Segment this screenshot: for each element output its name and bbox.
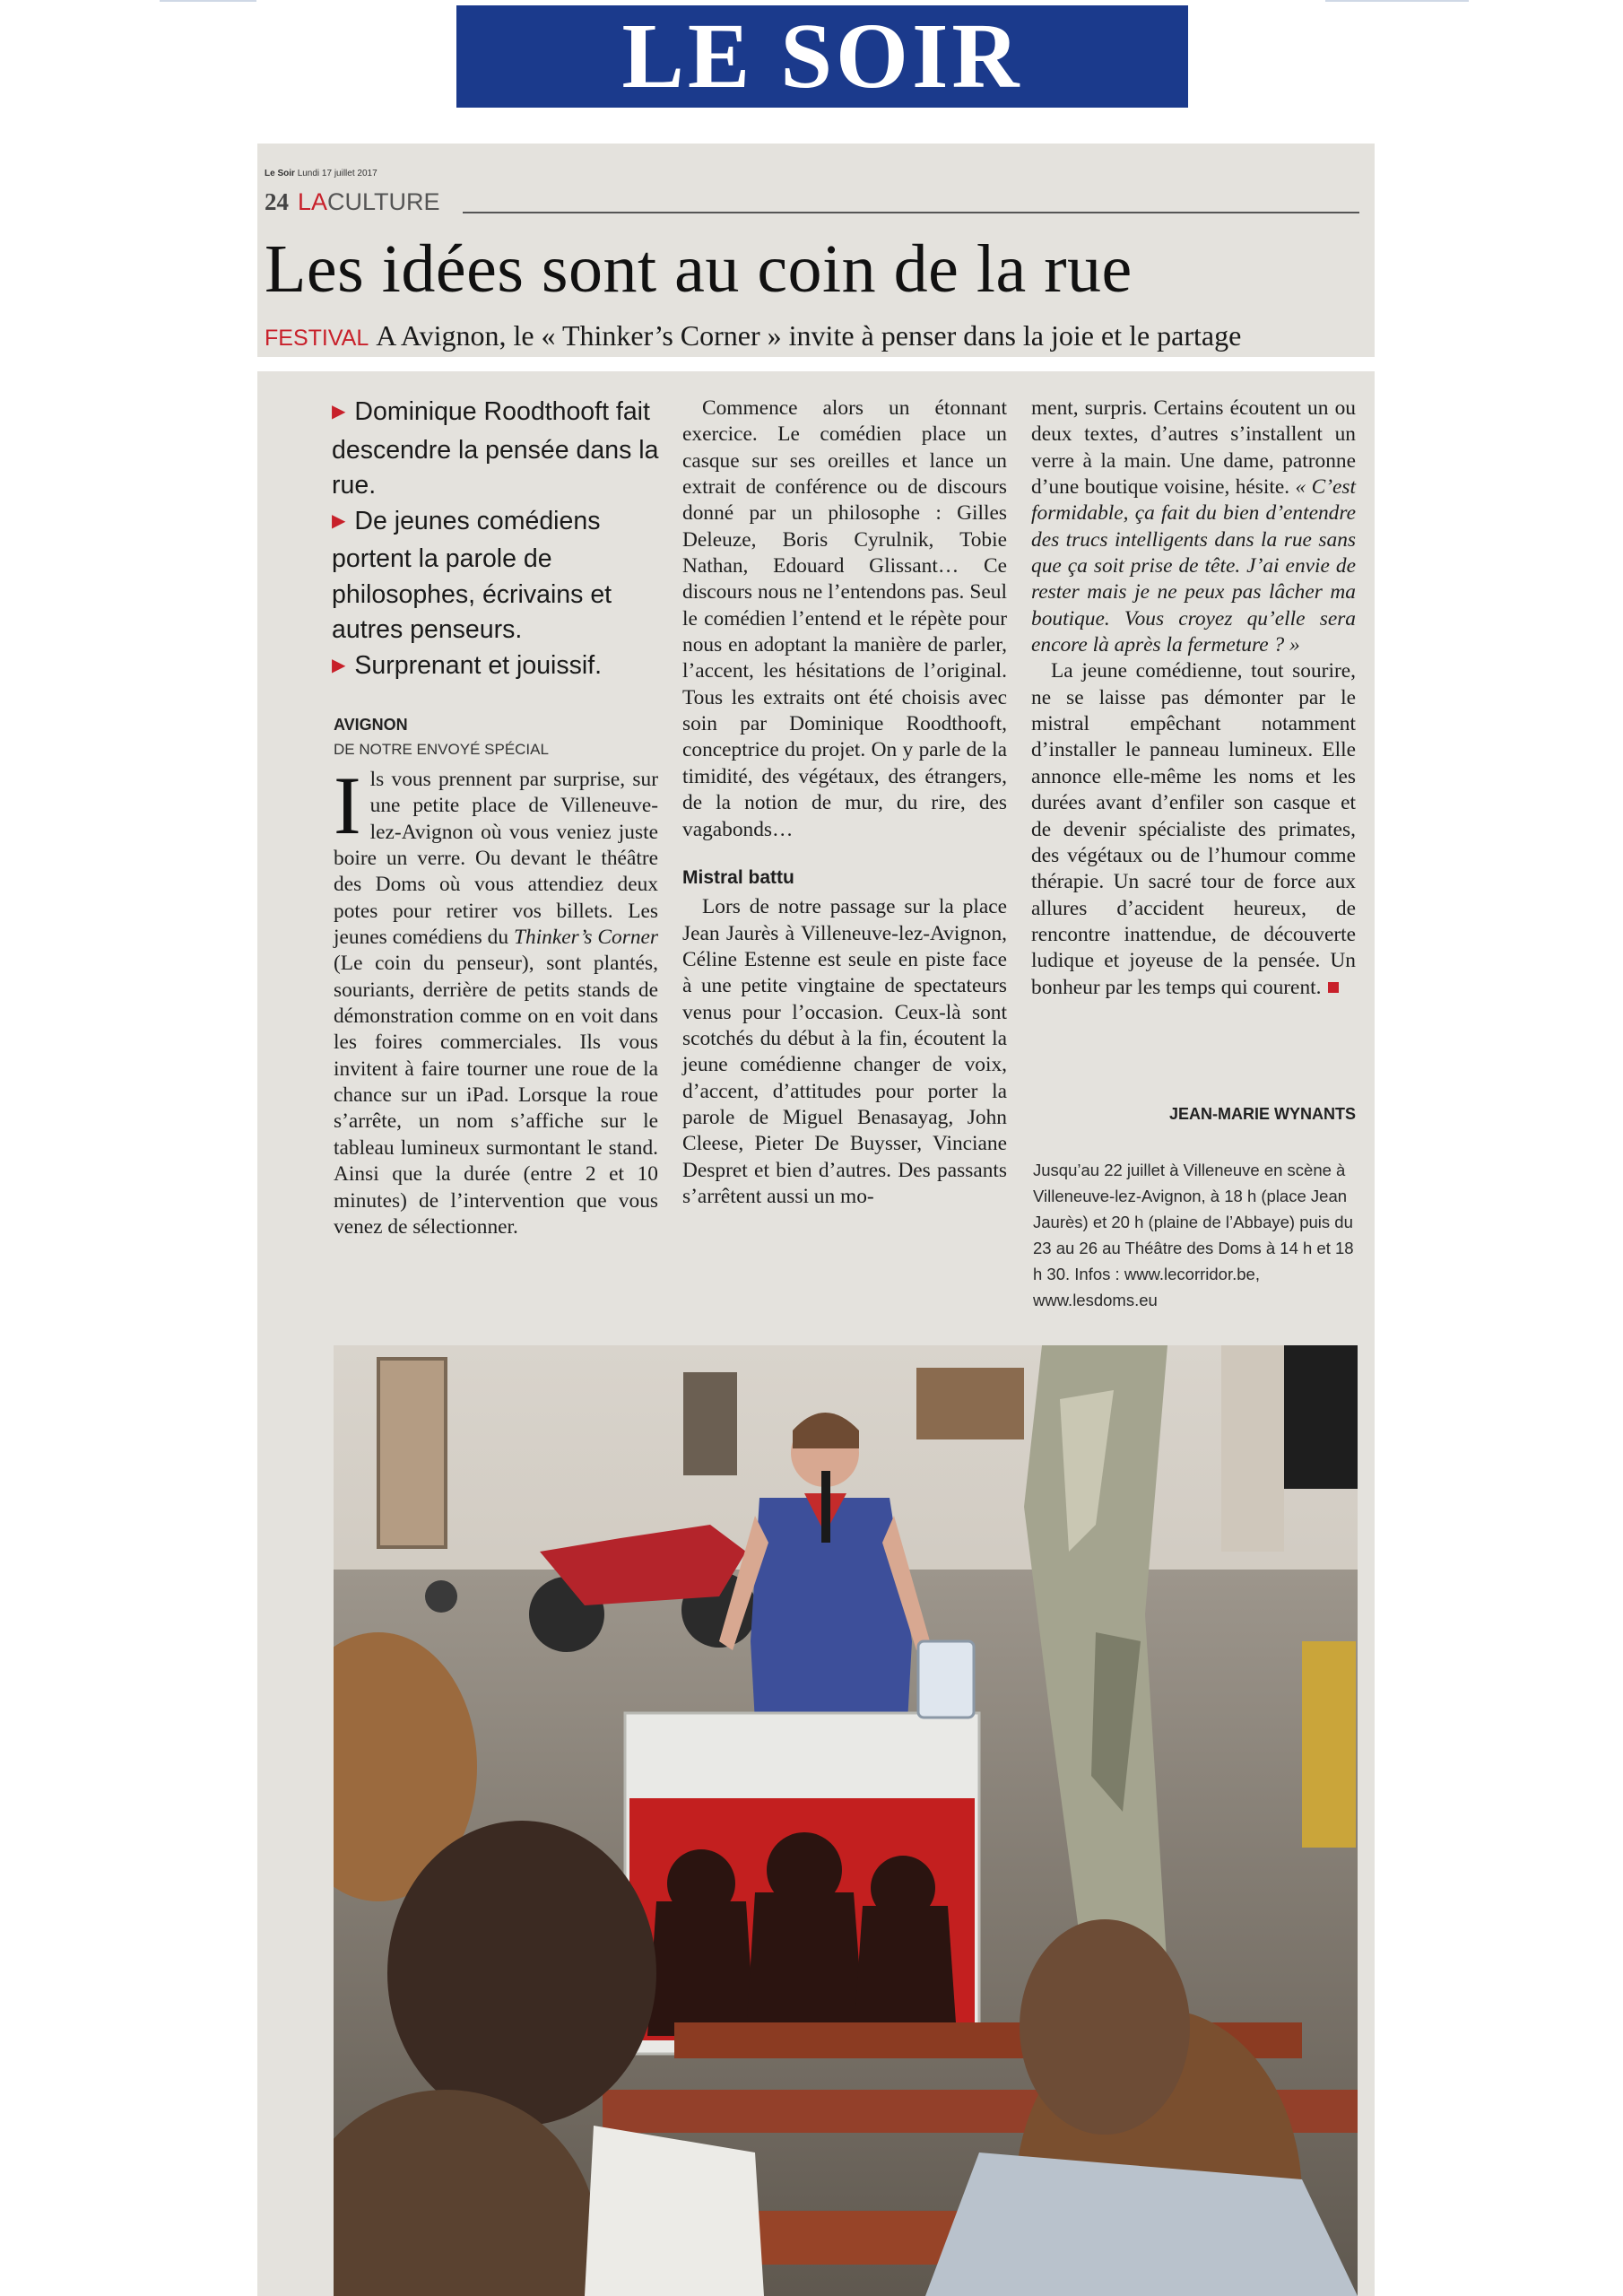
lead-points [332, 395, 664, 686]
drop-cap: I [334, 760, 361, 851]
subhead: Mistral battu [682, 866, 794, 888]
spectator-shirt [585, 2126, 764, 2296]
quote: « C’est formidable, ça fait du bien d’entendre des trucs intelligents dans la rue sans que ça soit prise de tête. J’ai envie de rester mais je ne peux pas lâcher ma boutique. Vous croyez qu’elle sera encore là après la fermeture ? » [1031, 475, 1356, 657]
kicker: FESTIVAL [265, 326, 369, 351]
running-head-date: Lundi 17 juillet 2017 [297, 169, 378, 178]
column-2 [682, 396, 1007, 1210]
section-line [265, 188, 440, 216]
section-prefix: LA [298, 188, 328, 215]
paragraph: La jeune comédienne, tout sourire, ne se laisse pas démonter par le mistral empêchant notamment d’installer le panneau lumineux. Elle annonce elle-même les noms et les durées avant d’enfiler son casque et de devenir spécialiste des primates, des végétaux ou de l’humour comme thérapie. Un sacré tour de force aux allures d’accident heureux, de rencontre inattendue, de découverte ludique et joyeuse de la pensée. Un bonheur par les temps qui courent. [1031, 659, 1356, 999]
dateline: AVIGNON [334, 716, 408, 734]
cafe-sign [916, 1368, 1024, 1439]
triangle-bullet-icon: ▶ [332, 655, 346, 675]
bollard [425, 1580, 457, 1613]
subheadline: A Avignon, le « Thinker’s Corner » invite à penser dans la joie et le partage [376, 319, 1242, 352]
triangle-bullet-icon: ▶ [332, 402, 346, 422]
chimp-body [854, 1906, 957, 2036]
column-1 [334, 760, 659, 1240]
yellow-panel [1302, 1641, 1356, 1848]
speaker [1284, 1345, 1358, 1489]
end-square-icon [1328, 982, 1339, 993]
lead-point: ▶ De jeunes comédiens portent la parole de philosophes, écrivains et autres penseurs. [332, 506, 612, 644]
triangle-bullet-icon: ▶ [332, 510, 346, 531]
headline: Les idées sont au coin de la rue [265, 231, 1133, 307]
paragraph: ment, surpris. Certains écoutent un ou deux textes, d’autres s’installent un verre à la main. Une dame, patronne d’une boutique voisine, hésite. « C’est formidable, ça fait du bien d’entendre des trucs intelligents dans la rue sans que ça soit prise de tête. J’ai envie de rester mais je ne peux pas lâcher ma boutique. Vous croyez qu’elle sera encore là après la fermeture ? » [1031, 396, 1356, 657]
author: JEAN-MARIE WYNANTS [1168, 1105, 1356, 1123]
chimp-body [746, 1892, 864, 2036]
section-rule [463, 212, 1359, 213]
info-box: Jusqu’au 22 juillet à Villeneuve en scène à Villeneuve-lez-Avignon, à 18 h (place Jean Jaurès) et 20 h (plaine de l’Abbaye) puis du 23 au 26 au Théâtre des Doms à 14 h et 18 h 30. Infos : www.lecorridor.be, www.lesdoms.eu [1033, 1161, 1354, 1309]
section-name: CULTURE [327, 188, 440, 215]
paragraph: Lors de notre passage sur la place Jean Jaurès à Villeneuve-lez-Avignon, Céline Estenne est seule en piste face à une petite vingtaine de spectateurs venus pour l’occasion. Ceux-là sont scotchés du début à la fin, écoutent la jeune comédienne changer de voix, d’accent, d’attitudes pour porter la parole de Miguel Benasayag, John Cleese, Pieter De Buysser, Vinciane Despret et bien d’autres. Des passants s’arrêtent aussi un mo- [682, 895, 1007, 1208]
lead-point: ▶ Dominique Roodthooft fait descendre la pensée dans la rue. [332, 397, 659, 500]
ipad [918, 1641, 974, 1718]
top-rule-right [1325, 0, 1469, 2]
column-3 [1031, 396, 1356, 1001]
street-performance-photo [334, 1345, 1358, 2296]
running-head-paper: Le Soir [265, 169, 295, 178]
masthead-logo [456, 5, 1188, 108]
spectator-head [1020, 1919, 1190, 2135]
lead-point: ▶ Surprenant et jouissif. [332, 650, 603, 680]
top-rule-left [160, 0, 256, 2]
masthead-title: LE SOIR [621, 4, 1023, 108]
page-number: 24 [265, 188, 289, 215]
microphone [821, 1471, 830, 1543]
kicker-line [265, 319, 1241, 352]
article-photo [334, 1345, 1358, 2296]
far-building [1221, 1345, 1284, 1552]
chimp-body [647, 1901, 755, 2036]
running-head [265, 169, 378, 178]
paragraph: Ils vous prennent par surprise, sur une petite place de Villeneuve-lez-Avignon où vous veniez juste boire un verre. Ou devant le théâtre des Doms où vous attendiez deux potes pour retirer vos billets. Les jeunes comédiens du Thinker’s Corner (Le coin du penseur), sont plantés, souriants, derrière de petits stands de démonstration comme on en voit dans les foires commerciales. Ils vous invitent à faire tourner une roue de la chance sur un iPad. Lorsque la roue s’arrête, un nom s’affiche sur le tableau lumineux surmontant le stand. Ainsi que la durée (entre 2 et 10 minutes) de l’intervention que vous venez de sélectionner. [334, 760, 659, 1239]
byline-top: DE NOTRE ENVOYÉ SPÉCIAL [334, 741, 549, 758]
paragraph: Commence alors un étonnant exercice. Le comédien place un casque sur ses oreilles et lance un extrait de conférence ou de discours donné par un philosophe : Gilles Deleuze, Boris Cyrulnik, Tobie Nathan, Edouard Glissant… Ce discours nous ne l’entendons pas. Seul le comédien l’entend et le répète pour nous en adoptant la manière de parler, l’accent, les hésitations de l’original. Tous les extraits ont été choisis avec soin par Dominique Roodthooft, conceptrice du projet. On y parle de la timidité, des végétaux, des étrangers, de la notion de mur, du rire, des vagabonds… [682, 396, 1007, 841]
door [378, 1359, 446, 1547]
italic-title: Thinker’s Corner [513, 926, 659, 950]
window [683, 1372, 737, 1475]
spectator-head [387, 1821, 656, 2126]
